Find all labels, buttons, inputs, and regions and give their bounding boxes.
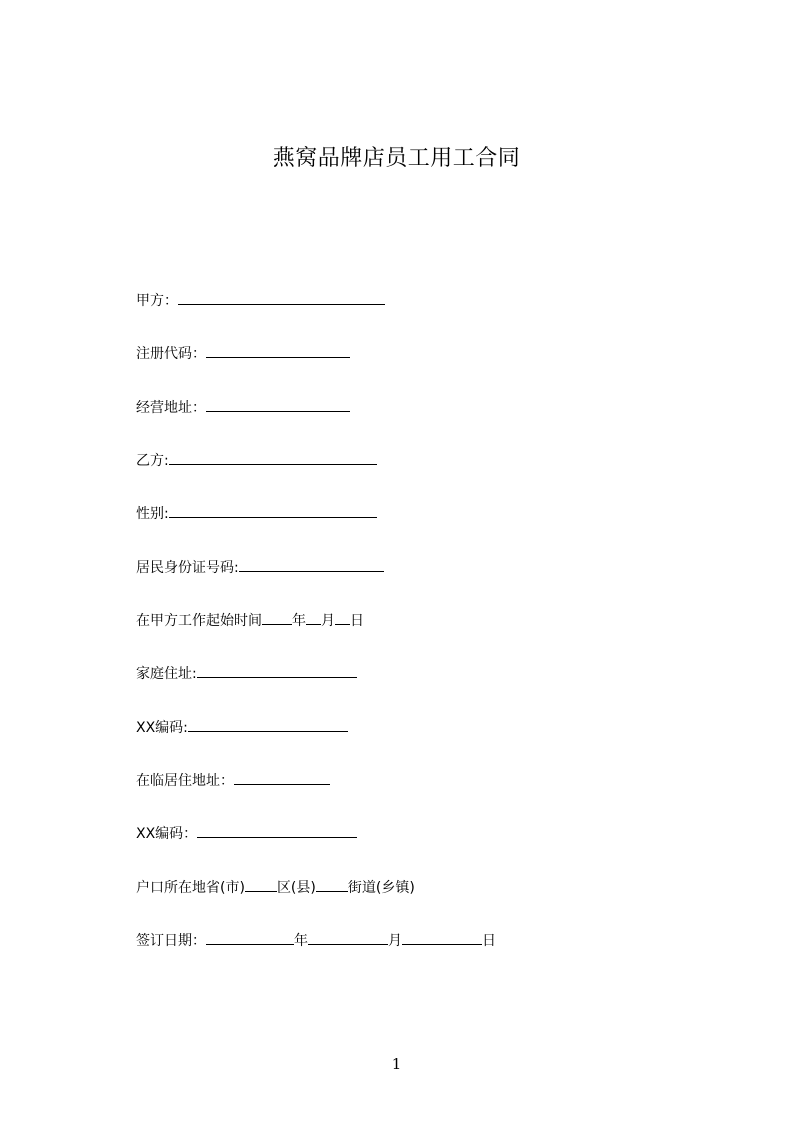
sign-month-blank[interactable] — [308, 931, 388, 945]
sign-day-blank[interactable] — [402, 931, 482, 945]
business-address-blank[interactable] — [206, 398, 350, 412]
business-address-label: 经营地址： — [136, 400, 206, 416]
temp-address-label: 在临居住地址： — [136, 773, 234, 789]
gender-field — [136, 504, 377, 524]
start-month-blank[interactable] — [306, 611, 321, 625]
sign-month-label: 月 — [388, 933, 402, 949]
party-b-field — [136, 451, 377, 471]
id-number-label: 居民身份证号码: — [136, 560, 239, 576]
gender-label: 性别: — [136, 506, 169, 522]
temp-address-field — [136, 771, 330, 791]
party-b-blank[interactable] — [169, 451, 377, 465]
district-label: 区(县) — [276, 880, 316, 896]
gender-blank[interactable] — [169, 504, 377, 518]
id-number-field — [136, 558, 384, 578]
sign-year-blank[interactable] — [206, 931, 294, 945]
postcode-label-1: XX编码: — [136, 720, 188, 736]
home-address-field — [136, 664, 357, 684]
page-number: 1 — [391, 1055, 402, 1073]
hukou-district-blank[interactable] — [316, 878, 348, 892]
postcode-field-1 — [136, 718, 348, 738]
reg-code-label: 注册代码： — [136, 346, 206, 362]
street-label: 街道(乡镇) — [347, 880, 415, 896]
reg-code-blank[interactable] — [206, 344, 350, 358]
sign-date-field — [136, 931, 496, 951]
party-a-label: 甲方： — [136, 293, 178, 309]
hukou-label: 户口所在地省(市) — [136, 880, 245, 896]
start-day-blank[interactable] — [335, 611, 350, 625]
start-time-label: 在甲方工作起始时间 — [136, 613, 262, 629]
start-time-field — [136, 611, 364, 631]
document-title: 燕窝品牌店员工用工合同 — [272, 146, 521, 171]
month-label: 月 — [321, 613, 335, 629]
id-number-blank[interactable] — [239, 558, 384, 572]
start-year-blank[interactable] — [262, 611, 292, 625]
party-b-label: 乙方: — [136, 453, 169, 469]
sign-year-label: 年 — [294, 933, 308, 949]
party-a-blank[interactable] — [178, 291, 385, 305]
postcode-blank-2[interactable] — [197, 824, 357, 838]
hukou-field — [136, 878, 415, 898]
home-address-blank[interactable] — [197, 664, 357, 678]
sign-date-label: 签订日期： — [136, 933, 206, 949]
business-address-field — [136, 398, 350, 418]
reg-code-field — [136, 344, 350, 364]
home-address-label: 家庭住址: — [136, 666, 197, 682]
postcode-label-2: XX编码： — [136, 826, 198, 842]
party-a-field — [136, 291, 385, 311]
hukou-city-blank[interactable] — [245, 878, 277, 892]
temp-address-blank[interactable] — [234, 771, 330, 785]
year-label: 年 — [292, 613, 306, 629]
sign-day-label: 日 — [482, 933, 496, 949]
postcode-blank-1[interactable] — [188, 718, 348, 732]
day-label: 日 — [350, 613, 364, 629]
postcode-field-2 — [136, 824, 357, 844]
